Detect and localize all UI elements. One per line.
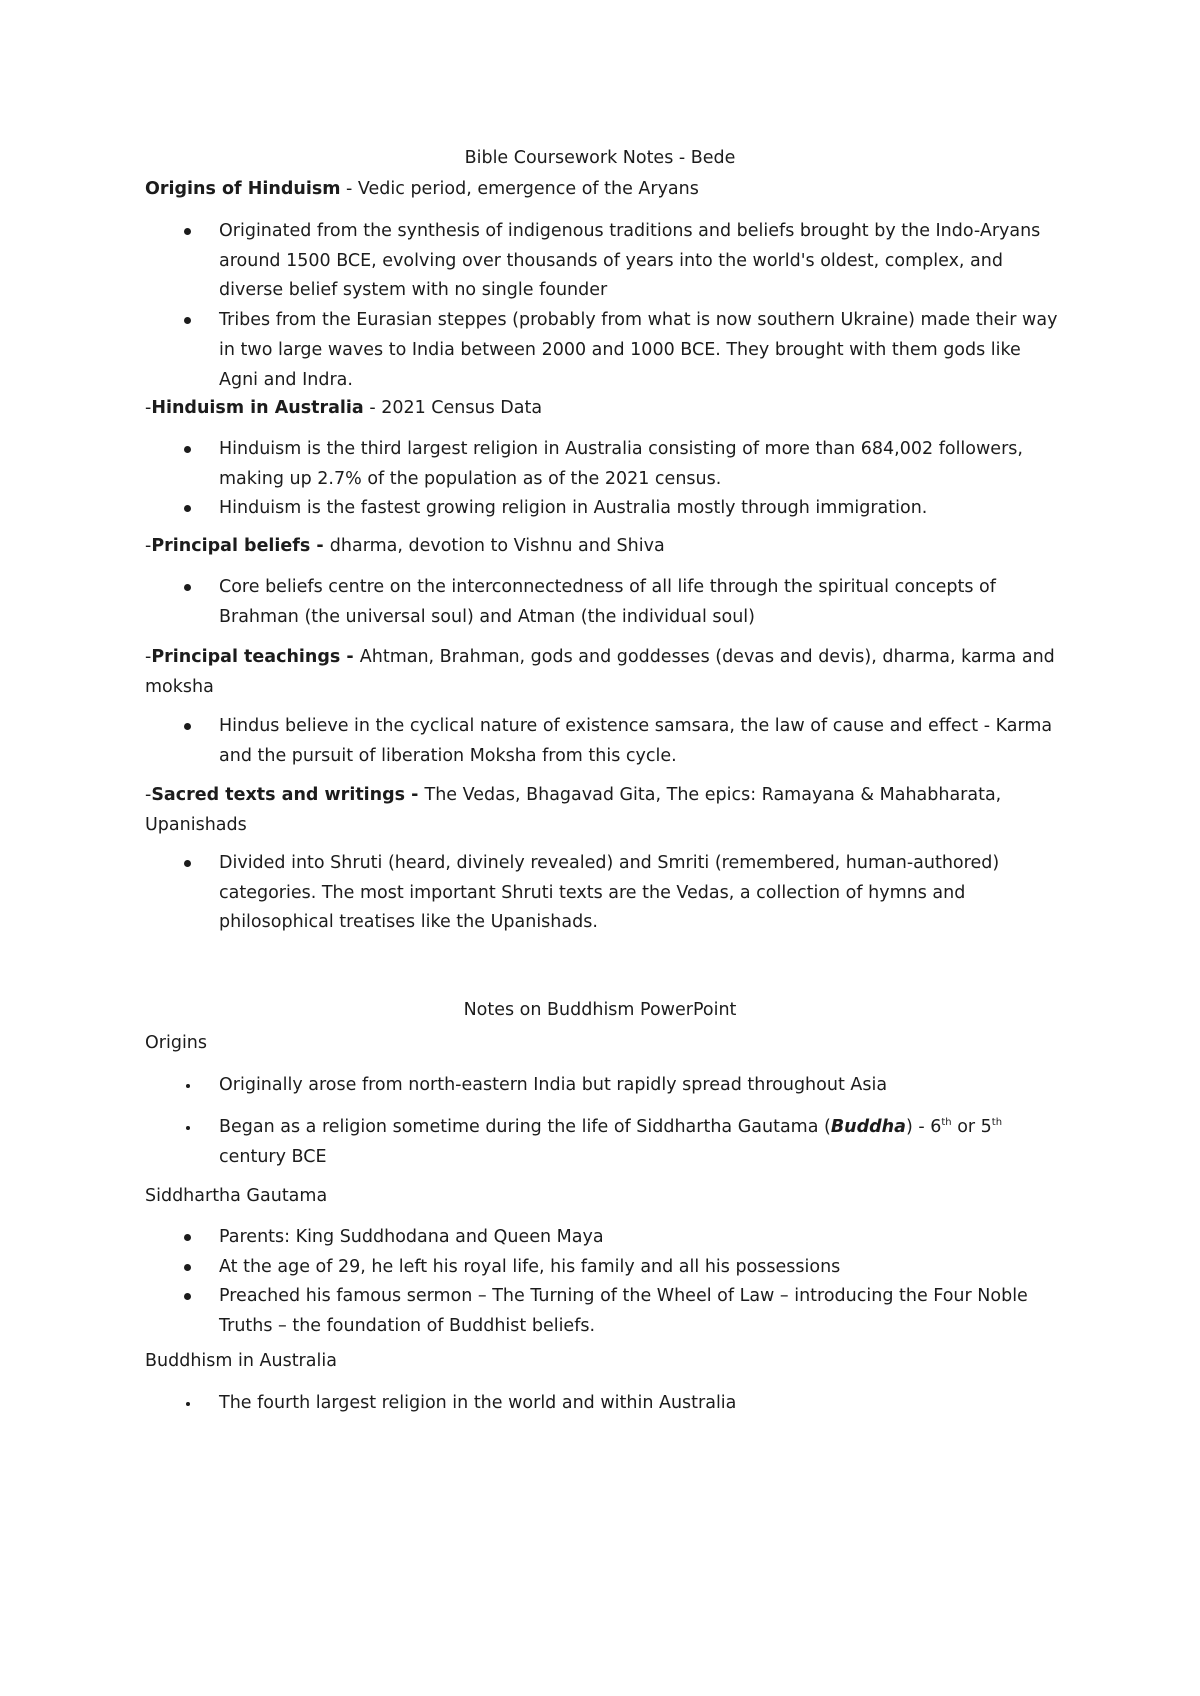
list-item: Hinduism is the fastest growing religion in Australia mostly through immigration. <box>0 494 1200 524</box>
hinduism-australia-subtitle: - 2021 Census Data <box>363 398 543 418</box>
list-item: Core beliefs centre on the interconnectedness of all life through the spiritual concepts of Brahman (the universal soul) and Atman (the individual soul) <box>0 573 1200 632</box>
list-item <box>0 1113 1200 1172</box>
principal-beliefs-list <box>0 573 1200 632</box>
buddhism-origins-list-1 <box>0 1071 1200 1101</box>
origins-hinduism-list <box>0 217 1200 395</box>
sacred-texts-list <box>0 849 1200 938</box>
heading-prefix: - <box>145 536 152 556</box>
ordinal-suffix: th <box>941 1117 952 1129</box>
list-item: Originated from the synthesis of indigenous traditions and beliefs brought by the Indo-Aryans around 1500 BCE, evolving over thousands of years into the world's oldest, complex, and diverse belief system with no single founder <box>0 217 1200 306</box>
list-item: Divided into Shruti (heard, divinely revealed) and Smriti (remembered, human-authored) categories. The most important Shruti texts are the Vedas, a collection of hymns and philosophical treatises like the Upanishads. <box>0 849 1200 938</box>
origins-hinduism-heading <box>145 174 1075 204</box>
origins-hinduism-subtitle: - Vedic period, emergence of the Aryans <box>340 179 699 199</box>
buddha-bold-text: Buddha <box>830 1117 906 1137</box>
bullet-text-or: or 5 <box>951 1117 992 1137</box>
principal-beliefs-heading <box>145 531 1075 561</box>
buddhism-section-title: Notes on Buddhism PowerPoint <box>463 1000 737 1020</box>
heading-prefix: - <box>145 398 152 418</box>
heading-prefix: - <box>145 647 152 667</box>
list-item: The fourth largest religion in the world and within Australia <box>0 1389 1200 1419</box>
list-item: At the age of 29, he left his royal life, his family and all his possessions <box>0 1253 1200 1283</box>
sacred-texts-heading <box>145 780 1075 840</box>
list-item: Parents: King Suddhodana and Queen Maya <box>0 1223 1200 1253</box>
principal-teachings-heading-bold: Principal teachings - <box>151 647 360 667</box>
sacred-texts-subtitle: The Vedas, Bhagavad Gita, The epics: Ramayana & Mahabharata, Upanishads <box>145 785 1002 835</box>
list-item: Preached his famous sermon – The Turning of the Wheel of Law – introducing the Four Noble Truths – the foundation of Buddhist beliefs. <box>0 1282 1200 1341</box>
buddhism-origins-list-2 <box>0 1113 1200 1172</box>
buddhism-australia-heading: Buddhism in Australia <box>145 1351 337 1371</box>
bullet-text-mid: ) - 6 <box>905 1117 942 1137</box>
hinduism-australia-heading <box>145 393 1075 423</box>
buddhism-origins-heading: Origins <box>145 1033 208 1053</box>
list-item: Hinduism is the third largest religion in Australia consisting of more than 684,002 followers, making up 2.7% of the population as of the 2021 census. <box>0 435 1200 494</box>
list-item: Hindus believe in the cyclical nature of existence samsara, the law of cause and effect - Karma and the pursuit of liberation Moksha from this cycle. <box>0 712 1200 771</box>
bullet-text-start: Began as a religion sometime during the life of Siddhartha Gautama ( <box>219 1117 831 1137</box>
hinduism-australia-heading-bold: Hinduism in Australia <box>151 398 364 418</box>
siddhartha-list <box>0 1223 1200 1342</box>
origins-hinduism-heading-bold: Origins of Hinduism <box>145 179 341 199</box>
document-title: Bible Coursework Notes - Bede <box>464 148 736 168</box>
sacred-texts-heading-bold: Sacred texts and writings - <box>151 785 425 805</box>
buddhism-australia-list <box>0 1389 1200 1419</box>
siddhartha-heading: Siddhartha Gautama <box>145 1186 328 1206</box>
principal-teachings-subtitle: Ahtman, Brahman, gods and goddesses (devas and devis), dharma, karma and moksha <box>145 647 1055 697</box>
list-item: Tribes from the Eurasian steppes (probably from what is now southern Ukraine) made their way in two large waves to India between 2000 and 1000 BCE. They brought with them gods like Agni and Indra. <box>0 306 1200 395</box>
ordinal-suffix: th <box>991 1117 1003 1129</box>
principal-beliefs-subtitle: dharma, devotion to Vishnu and Shiva <box>329 536 665 556</box>
principal-teachings-list <box>0 712 1200 771</box>
principal-beliefs-heading-bold: Principal beliefs - <box>151 536 330 556</box>
hinduism-australia-list <box>0 435 1200 524</box>
principal-teachings-heading <box>145 642 1075 702</box>
list-item: Originally arose from north-eastern India but rapidly spread throughout Asia <box>0 1071 1200 1101</box>
bullet-text-end: century BCE <box>219 1146 327 1167</box>
heading-prefix: - <box>145 785 152 805</box>
